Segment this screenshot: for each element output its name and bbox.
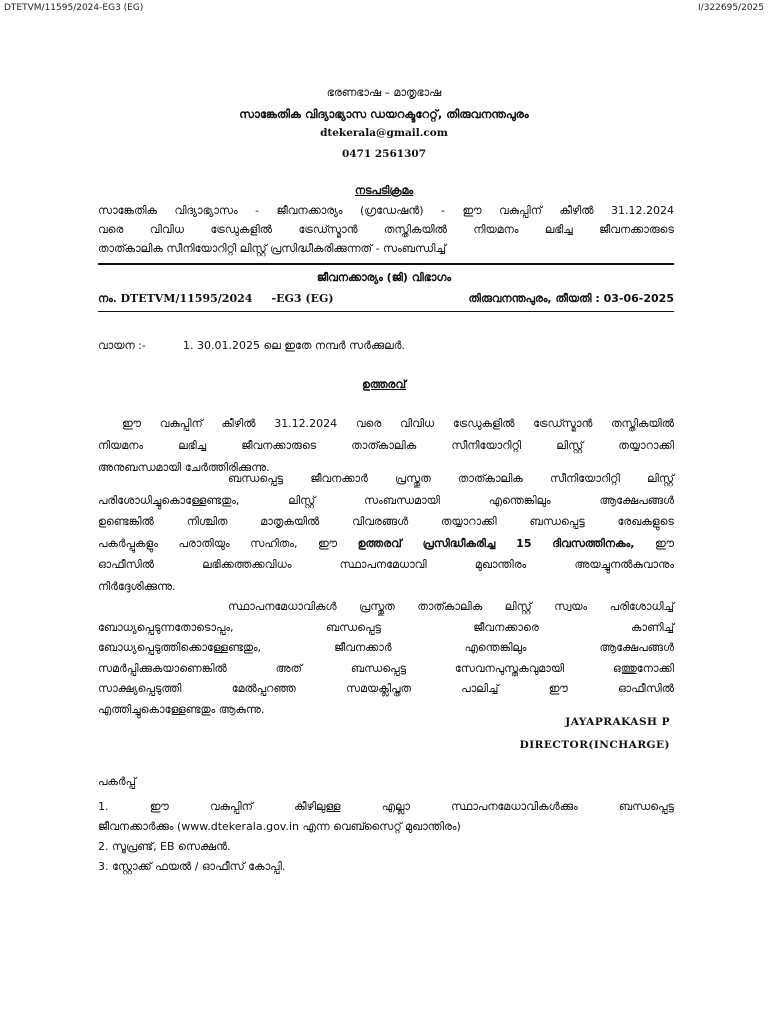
signatory-name: JAYAPRAKASH P xyxy=(565,716,670,728)
office-email: dtekerala@gmail.com xyxy=(320,127,448,139)
subject-line: സാങ്കേതിക വിദ്യാഭ്യാസം - ജീവനക്കാര്യം (ഗ്രഡേഷൻ) - ഈ വകുപ്പിന് കീഴിൽ 31.12.2024 xyxy=(98,204,674,217)
reference-text: 1. 30.01.2025 ലെ ഇതേ നമ്പർ സർക്കുലർ. xyxy=(183,339,405,352)
office-name: സാങ്കേതിക വിദ്യാഭ്യാസ ഡയറക്ടറേറ്റ്, തിരുവനന്തപുരം xyxy=(239,107,529,121)
paragraph-line: ബന്ധപ്പെട്ട ജീവനക്കാർ പ്രസ്തുത താത്കാലിക സീനിയോറിറ്റി ലിസ്റ്റ് xyxy=(228,472,674,485)
place-date: തിരുവനന്തപുരം, തീയതി : 03-06-2025 xyxy=(468,292,674,305)
paragraph-line: ഈ വകുപ്പിന് കീഴിൽ 31.12.2024 വരെ വിവിധ ട്രേഡുകളിൽ ട്രേഡ്സ്മാൻ തസ്തികയിൽ xyxy=(122,417,674,430)
signatory-designation: DIRECTOR(INCHARGE) xyxy=(519,739,670,751)
paragraph-line: നിയമനം ലഭിച്ച ജീവനക്കാരുടെ താത്കാലിക സീനിയോറിറ്റി ലിസ്റ്റ് തയ്യാറാക്കി xyxy=(98,439,674,452)
divider xyxy=(98,311,674,312)
paragraph-text: പകർപ്പുകളും പരാതിയും സഹിതം, ഈ xyxy=(98,536,358,550)
copy-item: 3. സ്റ്റോക്ക് ഫയൽ / ഓഫീസ് കോപ്പി. xyxy=(98,860,286,873)
deadline-emphasis: ഉത്തരവ് പ്രസിദ്ധീകരിച്ച 15 ദിവസത്തിനകം, xyxy=(357,536,635,550)
order-paragraph-3 xyxy=(98,597,674,720)
copy-item: 1. ഈ വകുപ്പിന് കീഴിലുള്ള എല്ലാ സ്ഥാപനമേധാവികൾക്കും ബന്ധപ്പെട്ട xyxy=(98,800,674,813)
paragraph-line: ഓഫീസിൽ ലഭിക്കത്തക്കവിധം സ്ഥാപനമേധാവി മുഖാന്തിരം അയച്ചുനൽകുവാനും xyxy=(98,558,674,572)
paragraph-line: സ്ഥാപനമേധാവികൾ പ്രസ്തുത താത്കാലിക ലിസ്റ്റ് സ്വയം പരിശോധിച്ച് xyxy=(228,600,674,613)
paragraph-line: സമർപ്പിക്കുകയാണെങ്കിൽ അത് ബന്ധപ്പെട്ട സേവനപുസ്തകവുമായി ഒത്തുനോക്കി xyxy=(98,661,674,675)
paragraph-text: ഈ xyxy=(634,536,674,550)
paragraph-line: എത്തിച്ചുകൊള്ളേണ്ടതും ആകുന്നു. xyxy=(98,702,265,716)
proceedings-title: നടപടിക്രമം xyxy=(354,184,414,197)
paragraph-line: ബോധ്യപ്പെടുത്തിക്കൊള്ളേണ്ടതും, ജീവനക്കാർ എന്തെങ്കിലും ആക്ഷേപങ്ങൾ xyxy=(98,641,674,654)
file-number: നം. DTETVM/11595/2024 -EG3 (EG) xyxy=(98,292,334,305)
reference-label: വായന :- xyxy=(98,339,146,352)
paragraph-line: ബോധ്യപ്പെടുന്നതോടൊപ്പം, ബന്ധപ്പെട്ട ജീവനക്കാരെ കാണിച്ച് xyxy=(98,620,674,634)
paragraph-line xyxy=(98,533,674,555)
paragraph-line: ഉണ്ടെങ്കിൽ നിശ്ചിത മാതൃകയിൽ വിവരങ്ങൾ തയ്യാറാക്കി ബന്ധപ്പെട്ട രേഖകളുടെ xyxy=(98,515,674,529)
paragraph-line: പരിശോധിച്ചുകൊള്ളേണ്ടതും, ലിസ്റ്റ് സംബന്ധമായി എന്തെങ്കിലും ആക്ഷേപങ്ങൾ xyxy=(98,493,674,507)
copy-list xyxy=(98,797,674,877)
paragraph-line: അനുബന്ധമായി ചേർത്തിരിക്കുന്നു. xyxy=(98,461,270,474)
paragraph-line: നിർദ്ദേശിക്കുന്നു. xyxy=(98,579,176,593)
paragraph-line: സാക്ഷ്യപ്പെടുത്തി മേൽപ്പറഞ്ഞ സമയക്ലിപ്തത പാലിച്ച് ഈ ഓഫീസിൽ xyxy=(98,682,674,695)
office-phone: 0471 2561307 xyxy=(341,148,427,160)
file-number-row xyxy=(98,292,674,306)
subject-line: താത്കാലിക സീനിയോറിറ്റി ലിസ്റ്റ് പ്രസിദ്ധീകരിക്കുന്നത് - സംബന്ധിച്ച് xyxy=(98,242,446,255)
subject-block xyxy=(98,201,674,258)
reference-row xyxy=(98,339,674,353)
subject-line: വരെ വിവിധ ട്രേഡുകളിൽ ട്രേഡ്സ്മാൻ തസ്തികയിൽ നിയമനം ലഭിച്ച ജീവനക്കാരുടെ xyxy=(98,223,674,236)
order-paragraph-2 xyxy=(98,468,674,598)
divider xyxy=(98,263,674,265)
copy-title: പകർപ്പ് xyxy=(98,775,136,788)
section-name: ജീവനക്കാര്യം (ജി) വിഭാഗം xyxy=(316,271,452,284)
order-title: ഉത്തരവ് xyxy=(361,378,407,391)
official-language-line: ഭരണഭാഷ – മാതൃഭാഷ xyxy=(326,86,442,99)
copy-item: ജീവനക്കാർക്കും (www.dtekerala.gov.in എന്ന വെബ്സൈറ്റ് മുഖാന്തിരം) xyxy=(98,820,461,833)
document-reference-header: DTETVM/11595/2024-EG3 (EG) xyxy=(4,3,144,13)
copy-item: 2. സൂപ്രണ്ട്, EB സെക്ഷൻ. xyxy=(98,840,231,853)
inward-number-header: I/322695/2025 xyxy=(698,3,764,13)
